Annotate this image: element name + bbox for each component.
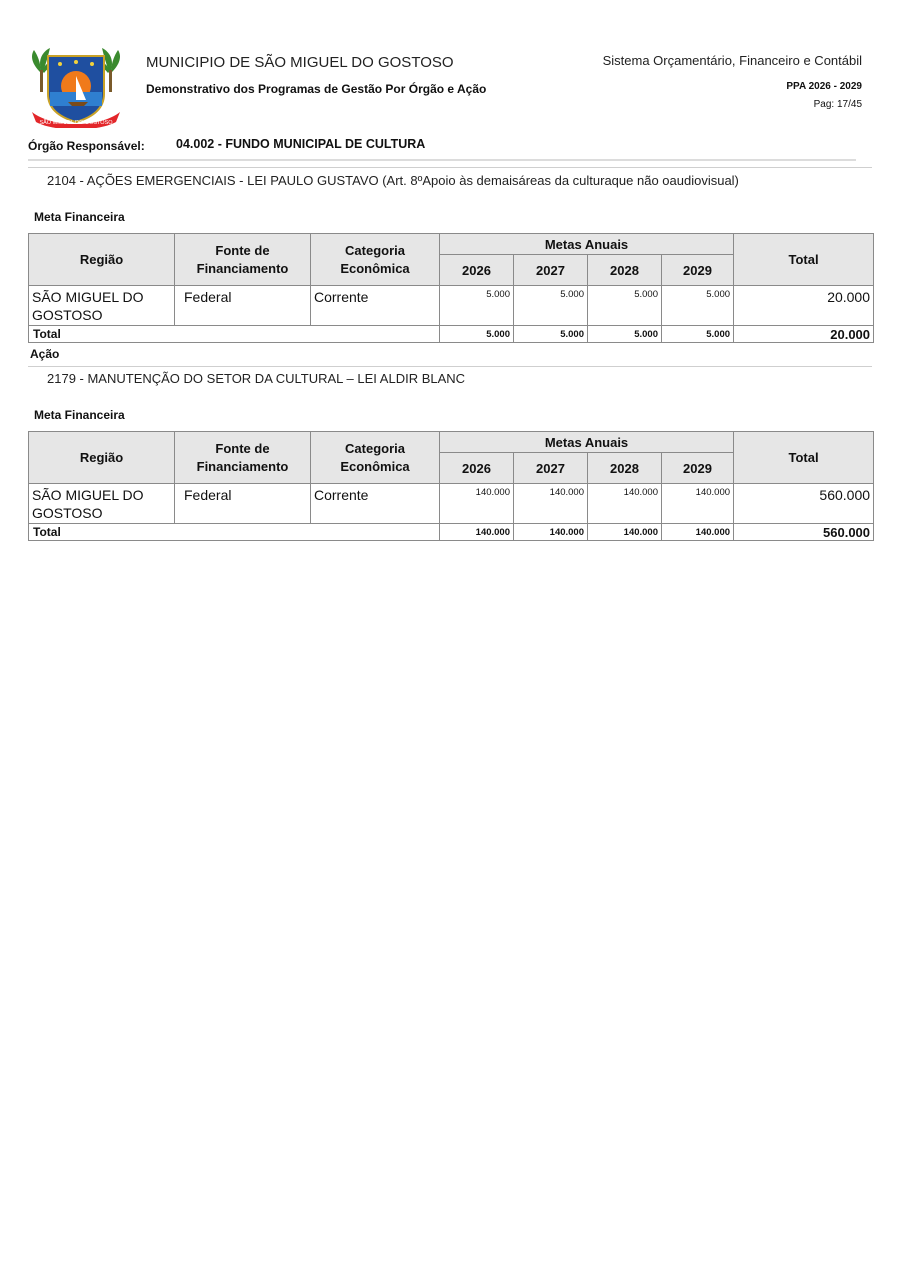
cell-value: 5.000	[588, 286, 662, 326]
grand-total: 560.000	[734, 524, 874, 541]
header-metas-anuais: Metas Anuais	[440, 432, 734, 453]
header-metas-anuais: Metas Anuais	[440, 234, 734, 255]
header-year: 2029	[662, 453, 734, 484]
divider	[28, 167, 872, 168]
page-number: Pag: 17/45	[813, 99, 862, 110]
header-year: 2027	[514, 255, 588, 286]
cell-fonte: Federal	[175, 286, 311, 326]
financial-goals-table	[28, 233, 874, 343]
table-row	[29, 286, 874, 326]
cell-regiao: SÃO MIGUEL DO GOSTOSO	[29, 484, 175, 524]
cell-regiao: SÃO MIGUEL DO GOSTOSO	[29, 286, 175, 326]
municipal-coat-of-arms-logo	[28, 42, 124, 128]
total-value: 5.000	[588, 326, 662, 343]
header-fonte: Fonte de Financiamento	[175, 432, 311, 484]
svg-text:SÃO MIGUEL DO GOSTOSO: SÃO MIGUEL DO GOSTOSO	[39, 120, 113, 126]
totals-label: Total	[29, 326, 440, 343]
cell-value: 5.000	[440, 286, 514, 326]
header-year: 2026	[440, 255, 514, 286]
header-fonte: Fonte de Financiamento	[175, 234, 311, 286]
table-row	[29, 484, 874, 524]
header-categoria: Categoria Econômica	[311, 234, 440, 286]
action-title: 2104 - AÇÕES EMERGENCIAIS - LEI PAULO GUSTAVO (Art. 8ºApoio às demaisáreas da culturaque não oaudiovisual)	[47, 173, 739, 188]
total-value: 140.000	[588, 524, 662, 541]
cell-categoria: Corrente	[311, 286, 440, 326]
cell-value: 5.000	[514, 286, 588, 326]
total-value: 140.000	[514, 524, 588, 541]
ppa-period: PPA 2026 - 2029	[786, 81, 862, 92]
organ-label: Órgão Responsável:	[28, 139, 145, 153]
grand-total: 20.000	[734, 326, 874, 343]
header-regiao: Região	[29, 432, 175, 484]
header-categoria: Categoria Econômica	[311, 432, 440, 484]
financial-goals-table	[28, 431, 874, 541]
cell-value: 140.000	[440, 484, 514, 524]
system-name: Sistema Orçamentário, Financeiro e Contábil	[602, 53, 862, 68]
header-total: Total	[734, 432, 874, 484]
cell-total: 560.000	[734, 484, 874, 524]
divider	[28, 159, 856, 161]
cell-total: 20.000	[734, 286, 874, 326]
totals-label: Total	[29, 524, 440, 541]
cell-value: 140.000	[514, 484, 588, 524]
acao-label: Ação	[30, 347, 60, 361]
header-total: Total	[734, 234, 874, 286]
divider	[28, 366, 872, 367]
total-value: 5.000	[514, 326, 588, 343]
meta-financeira-title: Meta Financeira	[34, 210, 125, 224]
cell-value: 140.000	[662, 484, 734, 524]
header-year: 2028	[588, 453, 662, 484]
municipality-name: MUNICIPIO DE SÃO MIGUEL DO GOSTOSO	[146, 54, 454, 71]
header-year: 2026	[440, 453, 514, 484]
header-year: 2028	[588, 255, 662, 286]
meta-financeira-title: Meta Financeira	[34, 408, 125, 422]
total-value: 140.000	[440, 524, 514, 541]
cell-value: 5.000	[662, 286, 734, 326]
totals-row	[29, 326, 874, 343]
header-regiao: Região	[29, 234, 175, 286]
cell-categoria: Corrente	[311, 484, 440, 524]
totals-row	[29, 524, 874, 541]
cell-value: 140.000	[588, 484, 662, 524]
action-title: 2179 - MANUTENÇÃO DO SETOR DA CULTURAL – LEI ALDIR BLANC	[47, 371, 466, 386]
total-value: 5.000	[440, 326, 514, 343]
header-year: 2027	[514, 453, 588, 484]
total-value: 5.000	[662, 326, 734, 343]
organ-value: 04.002 - FUNDO MUNICIPAL DE CULTURA	[176, 137, 426, 151]
cell-fonte: Federal	[175, 484, 311, 524]
header-year: 2029	[662, 255, 734, 286]
total-value: 140.000	[662, 524, 734, 541]
report-title: Demonstrativo dos Programas de Gestão Por Órgão e Ação	[146, 82, 487, 96]
